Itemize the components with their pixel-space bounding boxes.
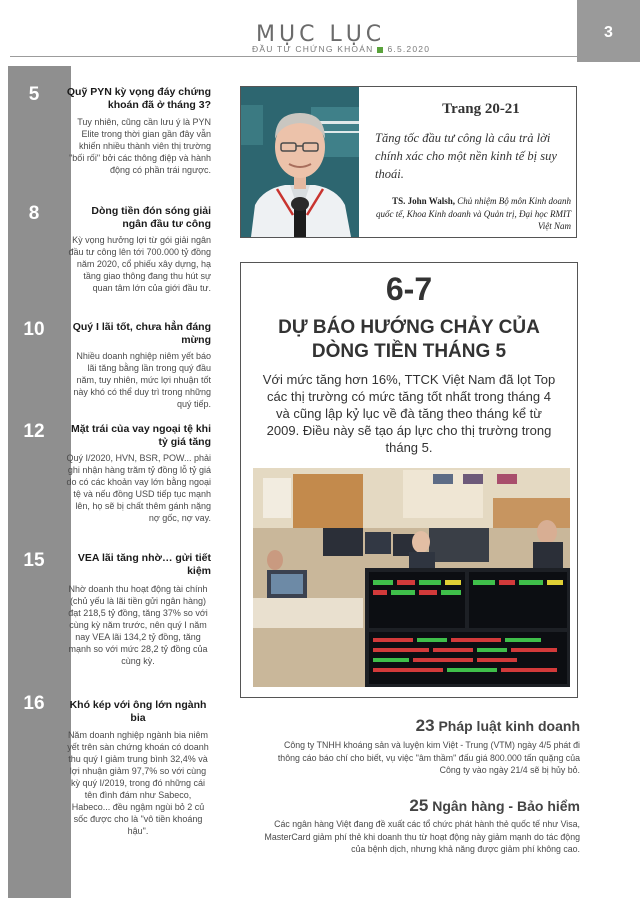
toc-summary: Kỳ vọng hưởng lợi từ gói giải ngân đầu tư công lên tới 700.000 tỷ đồng năm 2020, cổ phiếu xây dựng, hạ tầng giao thông đang thu hút sự quan tâm lớn của giới đầu tư. [68,235,211,293]
toc-page-number: 15 [23,550,45,571]
bottom-item-heading[interactable] [270,716,580,736]
toc-title: VEA lãi tăng nhờ… gửi tiết kiệm [77,552,211,577]
feature-quote: Tăng tốc đầu tư công là câu trả lời chính xác cho một nền kinh tế bị suy thoái. [375,131,557,181]
author-role: Chủ nhiệm Bộ môn Kinh doanh quốc tế, Khoa Kinh doanh và Quản trị, Đại học RMIT Việt Nam [376,196,571,231]
feature-box[interactable] [240,86,577,238]
toc-title: Quý I lãi tốt, chưa hẳn đáng mừng [72,321,211,346]
bottom-item-heading[interactable] [270,796,580,816]
toc-page-number: 12 [23,421,45,442]
toc-title: Mặt trái của vay ngoại tệ khi tỷ giá tăng [70,423,211,448]
bottom-item-page: 25 [409,796,429,815]
trading-room-photo [253,468,570,687]
toc-summary: Nhiều doanh nghiệp niêm yết báo lãi tăng bằng lần trong quý đầu năm, tuy nhiên, mức lợi nhuận tốt này khó có thể duy trì trong những quý tiếp. [73,351,211,409]
bottom-item-page: 23 [415,716,435,735]
feature-page-label: Trang 20-21 [442,101,520,117]
speaker-photo [241,87,359,237]
toc-page-number: 10 [23,319,45,340]
issue-date: 6.5.2020 [387,44,431,54]
main-story-headline: DỰ BÁO HƯỚNG CHẢY CỦA DÒNG TIỀN THÁNG 5 [278,317,540,362]
toc-title: Khó kép với ông lớn ngành bia [69,699,207,724]
bottom-item-summary: Công ty TNHH khoáng sản và luyện kim Việt - Trung (VTM) ngày 4/5 phát đi thông cáo báo chí cho biết, vụ việc "âm thầm" đấu giá 800.000 tấn quặng của Công ty vào ngày 21/4 sẽ bị hủy bỏ. [277,740,580,775]
feature-attribution [375,195,571,233]
bottom-item-summary: Các ngân hàng Việt đang đề xuất các tổ chức phát hành thẻ quốc tế như Visa, MasterCard giảm phí thẻ khi doanh thu từ hoạt động này giảm mạnh do tác động của bệnh dịch, nhưng khả năng được giảm phí không cao. [264,819,580,854]
publication-line [252,44,430,54]
main-story-lede: Với mức tăng hơn 16%, TTCK Việt Nam đã lọt Top các thị trường có mức tăng tốt nhất trong tháng 4 và cũng lập kỷ lục về đà tăng theo tháng kể từ 2009. Điều này sẽ tạo áp lực cho thị trường trong tháng 5. [262,372,556,455]
main-story-box[interactable] [240,262,578,698]
header-divider [10,56,577,57]
bottom-item-title: Ngân hàng - Bảo hiểm [432,798,580,814]
square-icon [377,47,383,53]
page-title: MỤC LỤC [256,22,386,47]
toc-page-number: 8 [28,203,40,224]
toc-page-number: 5 [28,84,40,105]
toc-title: Dòng tiền đón sóng giải ngân đầu tư công [91,205,211,230]
toc-page-number: 16 [23,693,45,714]
toc-summary: Quý I/2020, HVN, BSR, POW... phải ghi nhận hàng trăm tỷ đồng lỗ tỷ giá do có các khoản vay lớn bằng ngoại tệ và nếu đồng USD tiếp tục mạnh lên, họ sẽ bị chất thêm gánh nặng nợ gốc, nợ vay. [66,453,211,523]
page-number: 3 [577,0,640,62]
toc-summary: Năm doanh nghiệp ngành bia niêm yết trên sàn chứng khoán có doanh thu quý I giảm trung bình 32,4% và lợi nhuận giảm 97,7% so với cùng kỳ quý I/2019, trong đó những cái tên đình đám như Sabeco, Habeco... đều ngậm ngùi bỏ 2 củ sốc được cho là "vô tiền khoáng hậu". [67,730,209,836]
toc-summary: Nhờ doanh thu hoạt động tài chính (chủ yếu là lãi tiền gửi ngân hàng) đạt 218,5 tỷ đồng, tăng 37% so với cùng kỳ năm trước, nên quý I năm nay VEA lãi 134,2 tỷ đồng, tăng mạnh so với mức 28,2 tỷ đồng của cùng kỳ. [68,584,208,666]
author-name: TS. John Walsh, [392,196,455,206]
toc-title: Quỹ PYN kỳ vọng đáy chứng khoán đã ở tháng 3? [66,86,211,111]
toc-summary: Tuy nhiên, cũng cần lưu ý là PYN Elite trong thời gian gần đây vẫn khiến nhiều thành viên thị trường "bối rối" bởi các thông điệp và hành động có phần trái ngược. [69,117,211,175]
sidebar-strip [8,66,71,898]
publication-name: ĐẦU TƯ CHỨNG KHOÁN [252,44,374,54]
main-story-pages: 6-7 [385,271,433,307]
bottom-item-title: Pháp luật kinh doanh [438,718,580,734]
